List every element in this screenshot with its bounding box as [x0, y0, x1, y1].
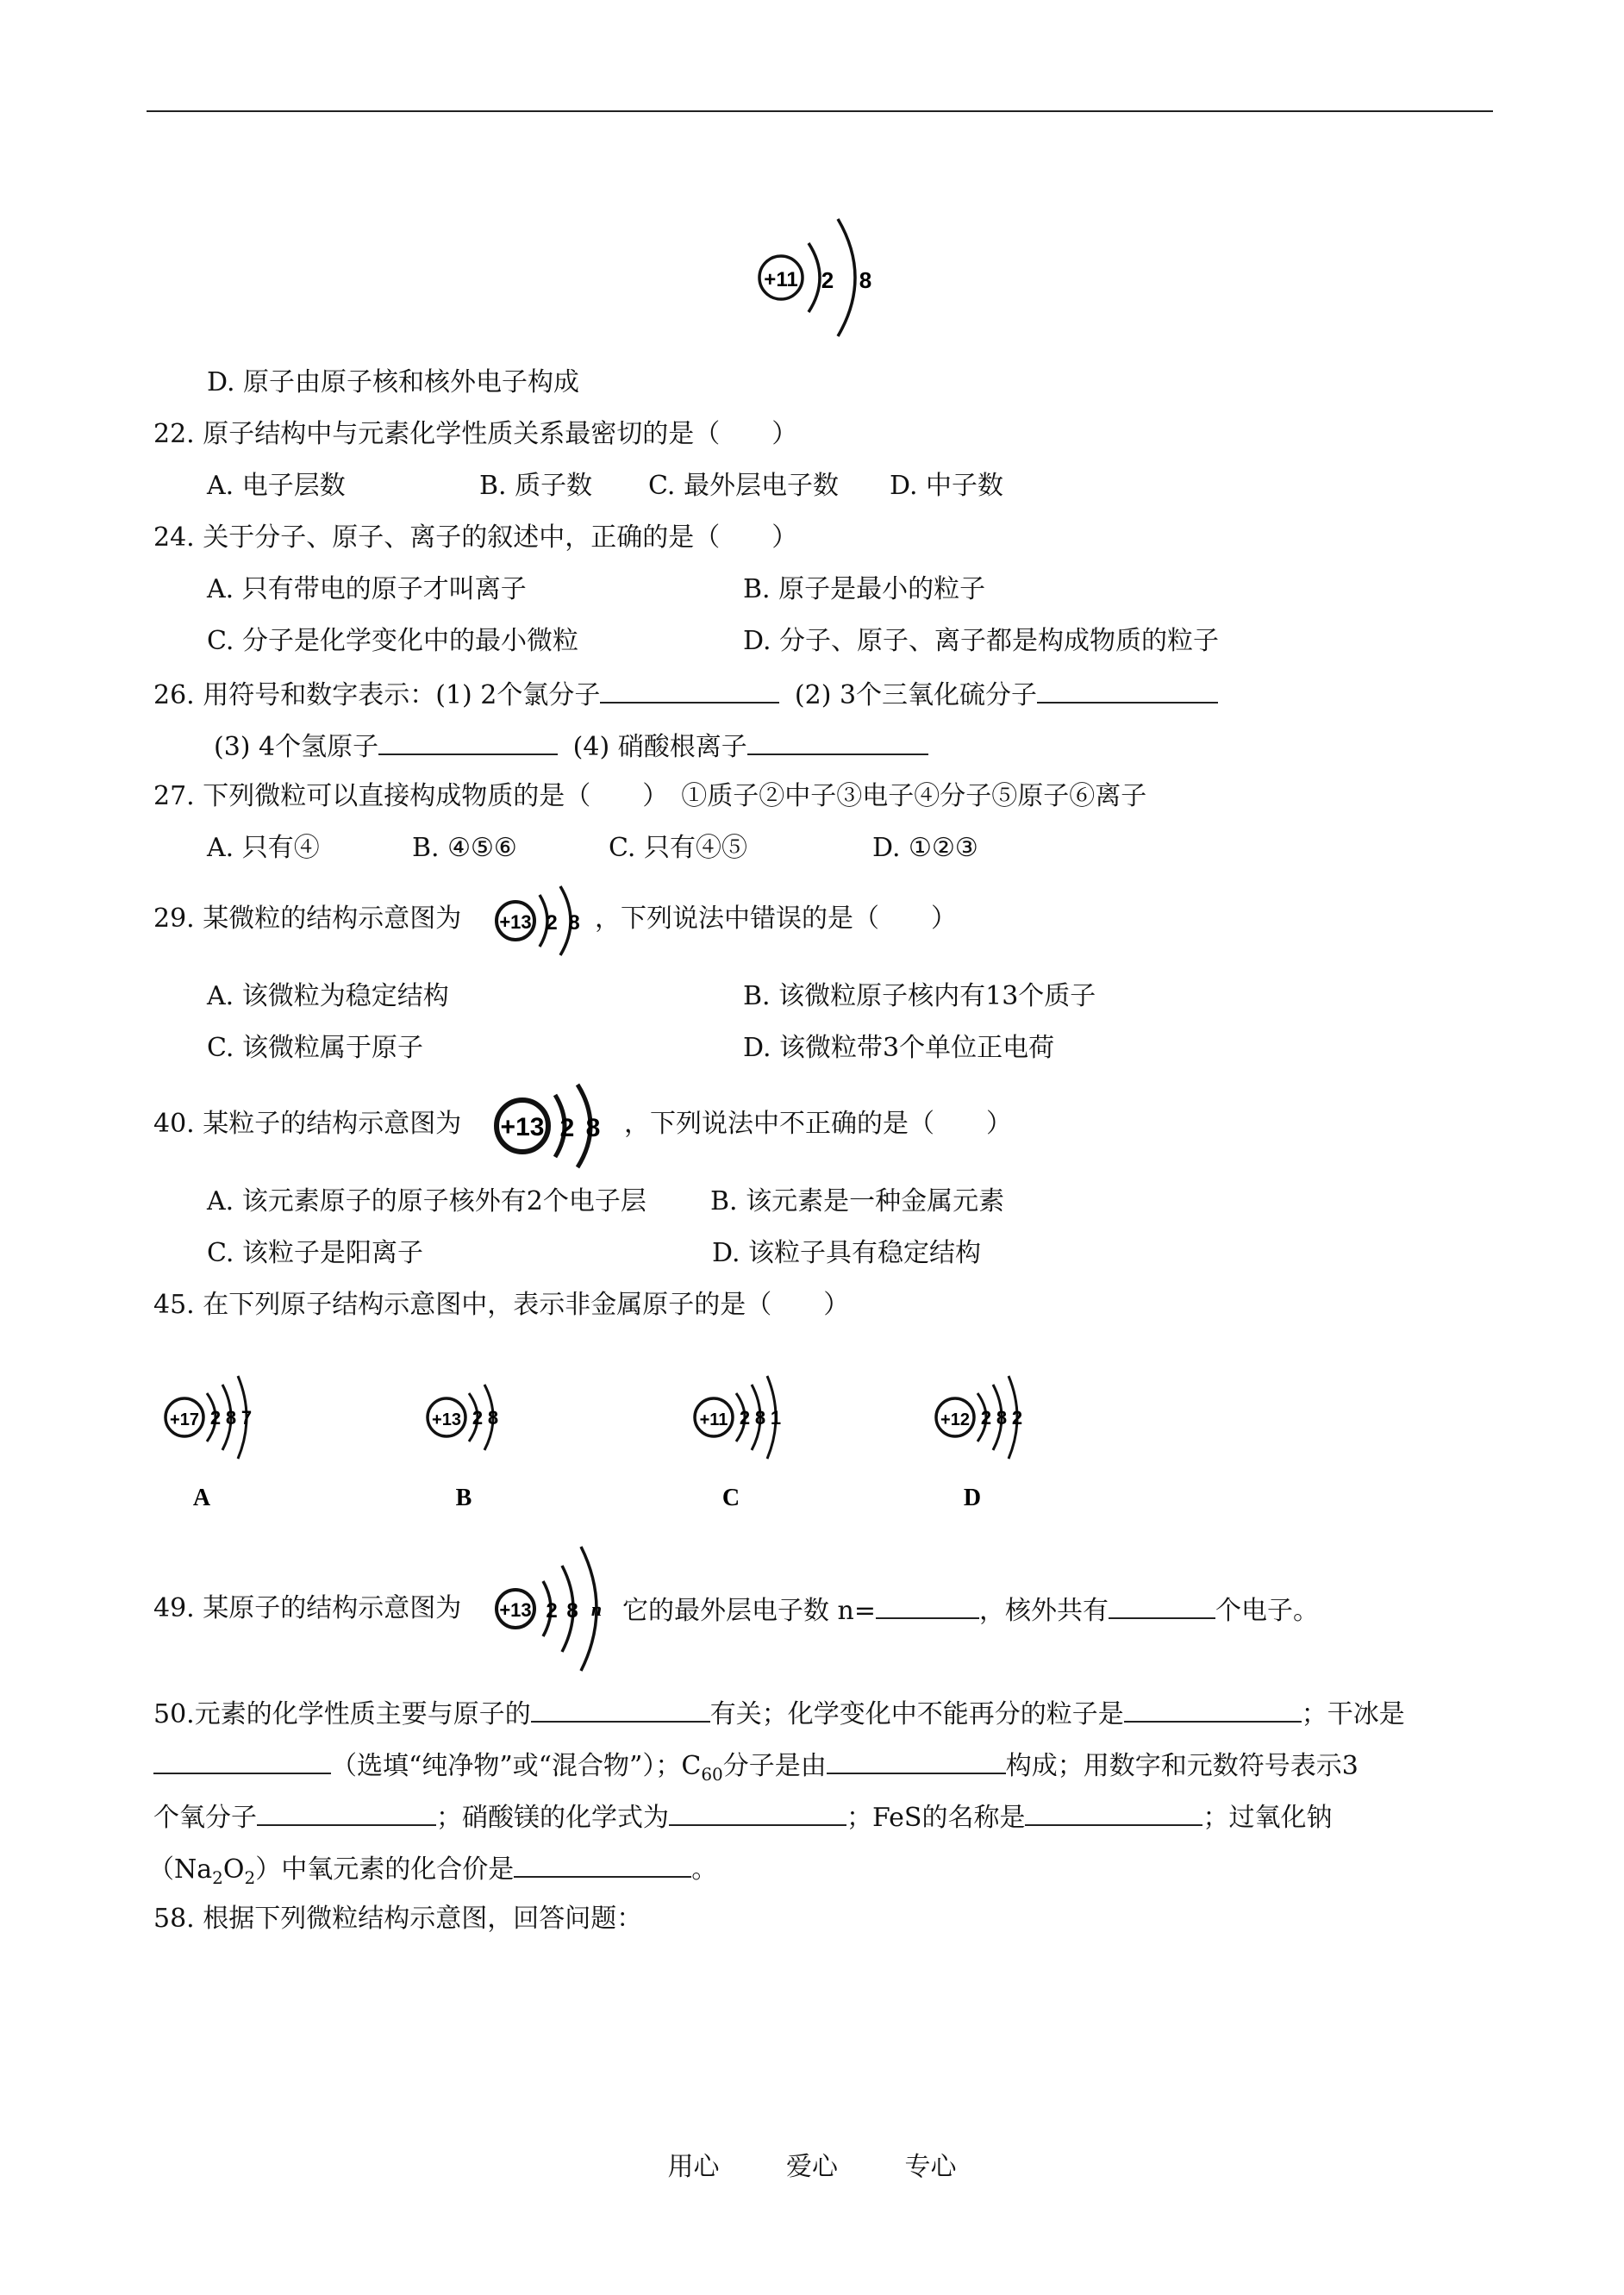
shell-count: 8: [859, 267, 872, 293]
q45-option-diagram-c: [690, 1352, 819, 1516]
q40-option-b: B. 该元素是一种金属元素: [710, 1186, 1005, 1216]
q24-option-d: D. 分子、原子、离子都是构成物质的粒子: [743, 626, 1220, 656]
footer-word: 用心: [667, 2152, 720, 2182]
shell-count: 2: [821, 267, 834, 293]
answer-blank[interactable]: [1124, 1695, 1302, 1723]
shell-count: 2: [472, 1407, 484, 1429]
q22-option-c: C. 最外层电子数: [648, 471, 839, 501]
option-label: A: [192, 1485, 211, 1511]
svg-text:2: 2: [546, 911, 558, 935]
q40-option-a: A. 该元素原子的原子核外有2个电子层: [207, 1186, 646, 1216]
q27-option-b: B. ④⑤⑥: [412, 833, 517, 863]
shell-arc: [838, 219, 855, 336]
q40-stem-post: ，下列说法中不正确的是（ ）: [624, 1109, 1012, 1139]
answer-blank[interactable]: [669, 1798, 846, 1826]
answer-blank[interactable]: [1025, 1798, 1202, 1826]
footer-word: 专心: [904, 2152, 957, 2182]
nucleus-label: +13: [432, 1410, 461, 1429]
shell-count: 2: [1011, 1407, 1023, 1429]
q21-option-d: D. 原子由原子核和核外电子构成: [207, 367, 580, 397]
q22-option-b: B. 质子数: [479, 471, 593, 501]
q50-line2: （选填“纯净物”或“混合物”）；$C_{60}$分子是由 构成；用数字和元数符号表示3: [153, 1747, 1359, 1792]
q26-part2: (2) 3个三氧化硫分子: [794, 680, 1038, 710]
q49-stem-rest: 它的最外层电子数 n= ，核外共有 个电子。: [622, 1591, 1319, 1629]
q49-stem-pre: 49. 某原子的结构示意图为: [153, 1593, 462, 1623]
answer-blank[interactable]: [1037, 676, 1218, 704]
q50-line3: 个氧分子 ；硝酸镁的化学式为 ；FeS的名称是 ；过氧化钠: [153, 1798, 1332, 1835]
svg-text:+13: +13: [499, 1599, 532, 1621]
q50-line4: $(Na_2O_2)$中氧元素的化合价是 。: [148, 1850, 717, 1895]
option-label: B: [455, 1485, 472, 1511]
svg-text:8: 8: [568, 911, 580, 935]
answer-blank[interactable]: [514, 1850, 691, 1878]
q29-atom-diagram: [491, 879, 595, 962]
answer-blank[interactable]: [600, 676, 779, 704]
q27-stem: 27. 下列微粒可以直接构成物质的是（ ） ①质子②中子③电子④分子⑤原子⑥离子: [153, 781, 1147, 811]
q24-option-b: B. 原子是最小的粒子: [743, 574, 986, 604]
svg-text:+13: +13: [500, 1113, 545, 1141]
shell-count: 8: [487, 1407, 499, 1429]
shell-count: 7: [240, 1407, 253, 1429]
q29-stem-post: ，下列说法中错误的是（ ）: [595, 904, 957, 934]
shell-count: 2: [209, 1407, 222, 1429]
svg-text:8: 8: [585, 1114, 601, 1142]
q29-stem-pre: 29. 某微粒的结构示意图为: [153, 904, 462, 934]
answer-blank[interactable]: [153, 1747, 331, 1774]
q27-option-a: A. 只有④: [207, 833, 320, 863]
q22-option-d: D. 中子数: [890, 471, 1004, 501]
svg-text:8: 8: [566, 1599, 578, 1623]
nucleus-label: +11: [699, 1410, 728, 1429]
q29-option-a: A. 该微粒为稳定结构: [207, 981, 449, 1011]
shell-count: 8: [996, 1407, 1008, 1429]
q24-option-a: A. 只有带电的原子才叫离子: [207, 574, 527, 604]
q26-line1: [153, 676, 1218, 713]
answer-blank[interactable]: [257, 1798, 436, 1826]
shell-count: 8: [225, 1407, 237, 1429]
nucleus-label: +17: [170, 1410, 199, 1429]
q27-option-c: C. 只有④⑤: [609, 833, 747, 863]
q29-option-c: C. 该微粒属于原子: [207, 1033, 423, 1063]
option-label: C: [721, 1485, 740, 1511]
footer-word: 爱心: [786, 2152, 838, 2182]
answer-blank[interactable]: [827, 1747, 1006, 1774]
nucleus-label: +11: [764, 268, 798, 291]
q45-option-diagram-b: [422, 1352, 552, 1516]
q26-line2: [214, 728, 928, 765]
shell-arc: [809, 243, 820, 312]
shell-count: 2: [980, 1407, 992, 1429]
answer-blank[interactable]: [747, 728, 928, 755]
q40-option-c: C. 该粒子是阳离子: [207, 1238, 423, 1268]
q45-option-diagram-a: [160, 1352, 290, 1516]
svg-text:2: 2: [559, 1114, 575, 1142]
q40-atom-diagram: [491, 1078, 621, 1173]
header-rule: [147, 110, 1493, 112]
q26-part1: 26. 用符号和数字表示：(1) 2个氯分子: [153, 680, 601, 710]
answer-blank[interactable]: [876, 1591, 979, 1619]
q58-stem: 58. 根据下列微粒结构示意图，回答问题：: [153, 1904, 643, 1934]
q50-line1: 50.元素的化学性质主要与原子的 有关；化学变化中不能再分的粒子是 ；干冰是: [153, 1695, 1405, 1732]
answer-blank[interactable]: [1109, 1591, 1215, 1619]
q29-option-d: D. 该微粒带3个单位正电荷: [743, 1033, 1055, 1063]
q24-option-c: C. 分子是化学变化中的最小微粒: [207, 626, 578, 656]
q45-option-diagram-d: [931, 1352, 1060, 1516]
shell-count: 1: [770, 1407, 782, 1429]
q24-stem: 24. 关于分子、原子、离子的叙述中，正确的是（ ）: [153, 522, 798, 553]
option-label: D: [963, 1485, 982, 1511]
q29-option-b: B. 该微粒原子核内有13个质子: [743, 981, 1096, 1011]
shell-count: 2: [739, 1407, 751, 1429]
answer-blank[interactable]: [531, 1695, 710, 1723]
q45-stem: 45. 在下列原子结构示意图中，表示非金属原子的是（ ）: [153, 1290, 850, 1320]
shell-count: 8: [754, 1407, 766, 1429]
q22-stem: 22. 原子结构中与元素化学性质关系最密切的是（ ）: [153, 419, 798, 449]
q22-option-a: A. 电子层数: [207, 471, 346, 501]
q49-atom-diagram: [491, 1540, 629, 1678]
nucleus-label: +12: [940, 1410, 970, 1429]
q40-stem-pre: 40. 某粒子的结构示意图为: [153, 1109, 462, 1139]
q40-option-d: D. 该粒子具有稳定结构: [712, 1238, 982, 1268]
nucleus-label: +13: [499, 911, 532, 933]
svg-text:2: 2: [546, 1599, 558, 1623]
atom-diagram-top: [752, 216, 898, 345]
q26-part4: (4) 硝酸根离子: [572, 732, 747, 762]
page-footer: [0, 2145, 1624, 2183]
answer-blank[interactable]: [378, 728, 558, 755]
svg-text:n: n: [590, 1598, 603, 1620]
q26-part3: (3) 4个氢原子: [214, 732, 379, 762]
q27-option-d: D. ①②③: [872, 833, 978, 863]
